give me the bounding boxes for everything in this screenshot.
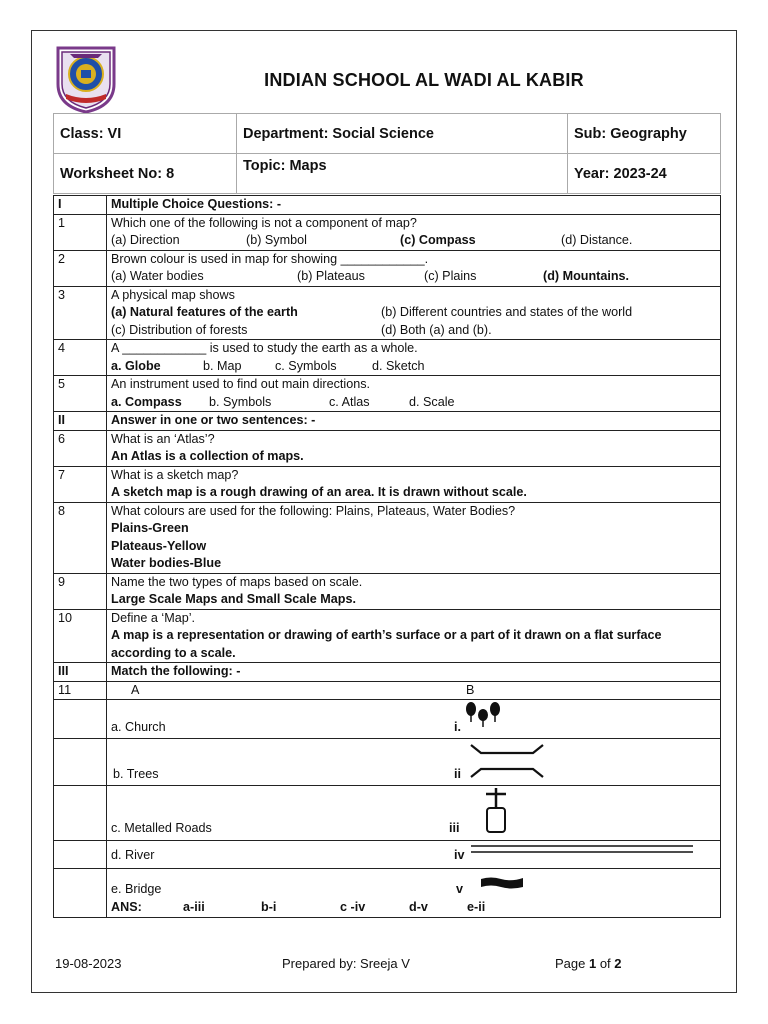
question-number: 9	[54, 573, 107, 609]
section-number: III	[54, 663, 107, 682]
match-row	[54, 700, 721, 739]
footer-page-number	[555, 956, 622, 971]
class-cell: Class: VI	[54, 114, 237, 154]
match-item-b: i.	[454, 720, 461, 734]
option: b. Symbols	[209, 394, 272, 409]
question-text: An instrument used to find out main directions.	[111, 377, 371, 391]
options-row	[111, 322, 716, 340]
metalled-road-symbol-icon	[471, 841, 693, 859]
question-text: What colours are used for the following: Plains, Plateaus, Water Bodies?	[111, 503, 516, 518]
match-item-b: iii	[449, 821, 460, 835]
worksheet-cell: Worksheet No: 8	[54, 154, 237, 194]
match-item-a: d. River	[111, 848, 155, 862]
question-number: 7	[54, 466, 107, 502]
option-answer: (a) Natural features of the earth	[111, 305, 298, 319]
answer-text: A sketch map is a rough drawing of an area. It is drawn without scale.	[111, 485, 527, 499]
section-header-row	[54, 196, 721, 215]
empty-cell	[54, 739, 107, 786]
question-number: 1	[54, 214, 107, 250]
question-number: 2	[54, 250, 107, 286]
option: (c) Plains	[424, 269, 477, 283]
match-row	[54, 841, 721, 869]
option: d. Scale	[409, 394, 455, 409]
question-cell	[107, 214, 721, 250]
question-cell	[107, 466, 721, 502]
question-number: 10	[54, 609, 107, 663]
match-row	[54, 869, 721, 918]
page-of: of	[596, 956, 615, 971]
question-cell	[107, 430, 721, 466]
section-header-row	[54, 663, 721, 682]
question-number: 6	[54, 430, 107, 466]
question-number: 11	[54, 681, 107, 700]
empty-cell	[54, 841, 107, 869]
question-row	[54, 340, 721, 376]
question-cell	[107, 340, 721, 376]
answer-key-item: e-ii	[467, 900, 486, 914]
subject-cell: Sub: Geography	[568, 114, 721, 154]
match-cell	[107, 739, 721, 786]
question-row	[54, 376, 721, 412]
option-answer: a. Compass	[111, 394, 182, 409]
question-cell	[107, 250, 721, 286]
header-table	[53, 113, 721, 194]
option-answer: (d) Mountains.	[543, 269, 630, 283]
match-item-a: b. Trees	[113, 767, 159, 781]
page-total: 2	[614, 956, 622, 971]
page-label: Page	[555, 956, 589, 971]
answer-key-item: b-i	[261, 900, 277, 914]
section-title: Match the following: -	[107, 663, 721, 682]
options-row	[111, 232, 716, 250]
question-row	[54, 466, 721, 502]
bridge-symbol-icon	[469, 741, 545, 781]
school-name	[0, 70, 768, 91]
question-text: A ____________ is used to study the earth as a whole.	[111, 341, 418, 355]
answer-text: An Atlas is a collection of maps.	[111, 449, 304, 463]
church-symbol-icon	[481, 786, 511, 836]
match-cell	[107, 841, 721, 869]
question-text: Define a ‘Map’.	[111, 610, 195, 625]
empty-cell	[54, 786, 107, 841]
match-cell	[107, 700, 721, 739]
match-item-a: c. Metalled Roads	[111, 821, 212, 835]
question-cell	[107, 376, 721, 412]
question-text: What is a sketch map?	[111, 467, 239, 482]
section-header-row	[54, 412, 721, 431]
match-row-content	[111, 841, 716, 868]
option: (b) Symbol	[246, 233, 307, 247]
match-header-cell	[107, 681, 721, 700]
option-answer: (c) Compass	[400, 233, 476, 247]
match-cell	[107, 869, 721, 918]
question-row	[54, 609, 721, 663]
question-row	[54, 502, 721, 573]
match-item-a: e. Bridge	[111, 882, 162, 896]
options-row	[111, 394, 716, 412]
answer-text: Large Scale Maps and Small Scale Maps.	[111, 592, 356, 606]
department-cell: Department: Social Science	[237, 114, 568, 154]
match-row-content	[111, 786, 716, 840]
footer-date: 19-08-2023	[55, 956, 122, 971]
question-row	[54, 286, 721, 340]
question-text: Brown colour is used in map for showing ____________.	[111, 251, 429, 266]
answer-text: according to a scale.	[111, 645, 236, 660]
option: (c) Distribution of forests	[111, 322, 248, 337]
question-row	[54, 250, 721, 286]
options-row	[111, 358, 716, 376]
question-cell	[107, 286, 721, 340]
options-row	[111, 268, 716, 286]
option-answer: a. Globe	[111, 358, 161, 373]
year-cell: Year: 2023-24	[568, 154, 721, 194]
question-cell	[107, 502, 721, 573]
topic-cell: Topic: Maps	[237, 154, 568, 194]
question-cell	[107, 573, 721, 609]
footer-prepared-by: Prepared by: Sreeja V	[282, 956, 410, 971]
section-number: II	[54, 412, 107, 431]
option: (a) Direction	[111, 233, 180, 247]
answer-text: Water bodies-Blue	[111, 556, 222, 570]
option: (b) Plateaus	[297, 269, 365, 283]
option: c. Symbols	[275, 358, 337, 373]
question-number: 5	[54, 376, 107, 412]
question-text: Which one of the following is not a component of map?	[111, 215, 417, 230]
option: (b) Different countries and states of the world	[381, 305, 633, 319]
section-title: Answer in one or two sentences: -	[107, 412, 721, 431]
school-name-text: INDIAN SCHOOL AL WADI AL KABIR	[264, 70, 584, 90]
answer-key-item: d-v	[409, 900, 428, 914]
question-number: 8	[54, 502, 107, 573]
questions-table	[53, 195, 721, 918]
answer-key-row	[111, 899, 716, 917]
trees-symbol-icon	[463, 700, 509, 730]
match-header-row	[54, 681, 721, 700]
question-row	[54, 214, 721, 250]
option: c. Atlas	[329, 394, 370, 409]
column-a-heading: A	[131, 682, 140, 697]
question-cell	[107, 609, 721, 663]
match-row-content	[111, 739, 716, 785]
river-symbol-icon	[479, 875, 525, 891]
option: d. Sketch	[372, 358, 425, 373]
answer-key-item: c -iv	[340, 900, 366, 914]
option: b. Map	[203, 358, 242, 373]
match-row-content	[111, 700, 716, 738]
question-number: 4	[54, 340, 107, 376]
match-row	[54, 786, 721, 841]
option: (a) Water bodies	[111, 269, 204, 283]
section-title: Multiple Choice Questions: -	[107, 196, 721, 215]
question-text: A physical map shows	[111, 287, 235, 302]
section-number: I	[54, 196, 107, 215]
answer-text: Plateaus-Yellow	[111, 538, 207, 553]
answer-text: Plains-Green	[111, 521, 189, 535]
question-number: 3	[54, 286, 107, 340]
question-text: What is an ‘Atlas’?	[111, 431, 215, 446]
column-b-heading: B	[466, 682, 475, 697]
empty-cell	[54, 700, 107, 739]
answer-text: A map is a representation or drawing of earth’s surface or a part of it drawn on a flat surface	[111, 628, 662, 642]
match-row	[54, 739, 721, 786]
options-row	[111, 304, 716, 322]
match-row-content	[111, 869, 716, 899]
match-cell	[107, 786, 721, 841]
answer-key-item: a-iii	[183, 900, 205, 914]
match-item-b: ii	[454, 767, 461, 781]
question-row	[54, 430, 721, 466]
empty-cell	[54, 869, 107, 918]
match-item-b: iv	[454, 848, 465, 862]
question-row	[54, 573, 721, 609]
match-item-b: v	[456, 882, 464, 896]
page-current: 1	[588, 956, 597, 971]
question-text: Name the two types of maps based on scale.	[111, 574, 363, 589]
match-item-a: a. Church	[111, 720, 166, 734]
answer-key-label: ANS:	[111, 900, 142, 914]
option: (d) Distance.	[561, 233, 633, 247]
option: (d) Both (a) and (b).	[381, 322, 492, 337]
